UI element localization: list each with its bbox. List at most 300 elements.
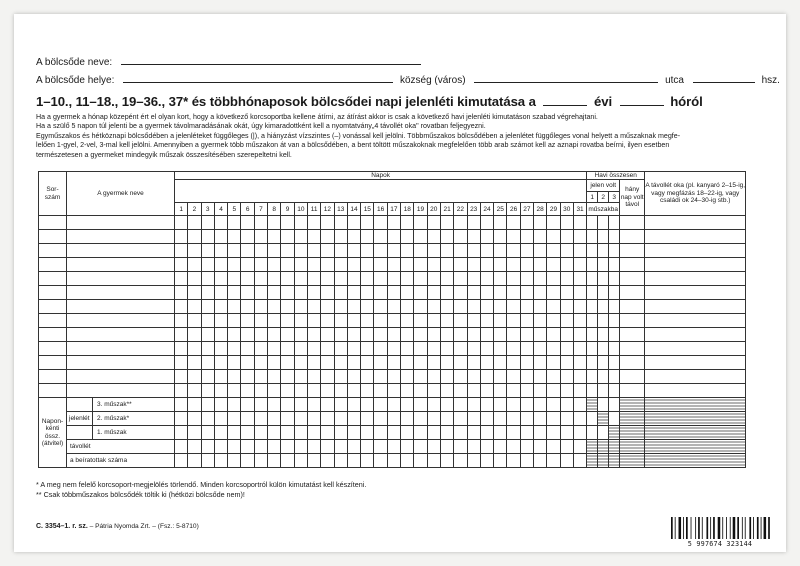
day-cell[interactable] bbox=[347, 370, 360, 384]
day-cell[interactable] bbox=[414, 314, 427, 328]
summary-day-cell[interactable] bbox=[241, 412, 254, 426]
summary-day-cell[interactable] bbox=[560, 398, 573, 412]
day-cell[interactable] bbox=[175, 314, 188, 328]
day-cell[interactable] bbox=[467, 216, 480, 230]
day-cell[interactable] bbox=[440, 244, 453, 258]
day-cell[interactable] bbox=[188, 356, 201, 370]
day-cell[interactable] bbox=[440, 300, 453, 314]
day-cell[interactable] bbox=[520, 384, 533, 398]
summary-day-cell[interactable] bbox=[520, 454, 533, 468]
day-cell[interactable] bbox=[534, 258, 547, 272]
day-cell[interactable] bbox=[387, 286, 400, 300]
summary-day-cell[interactable] bbox=[294, 426, 307, 440]
day-cell[interactable] bbox=[188, 300, 201, 314]
day-cell[interactable] bbox=[374, 286, 387, 300]
day-cell[interactable] bbox=[454, 342, 467, 356]
child-name-cell[interactable] bbox=[67, 342, 175, 356]
absence-reason-cell[interactable] bbox=[645, 370, 746, 384]
day-cell[interactable] bbox=[440, 230, 453, 244]
day-cell[interactable] bbox=[520, 328, 533, 342]
day-cell[interactable] bbox=[440, 272, 453, 286]
day-cell[interactable] bbox=[427, 314, 440, 328]
day-cell[interactable] bbox=[321, 384, 334, 398]
day-cell[interactable] bbox=[321, 300, 334, 314]
street-field[interactable] bbox=[474, 72, 658, 83]
day-cell[interactable] bbox=[494, 230, 507, 244]
day-cell[interactable] bbox=[454, 230, 467, 244]
shift-total-cell[interactable] bbox=[598, 216, 609, 230]
shift-total-cell[interactable] bbox=[598, 314, 609, 328]
day-cell[interactable] bbox=[454, 370, 467, 384]
summary-day-cell[interactable] bbox=[307, 440, 320, 454]
day-cell[interactable] bbox=[494, 216, 507, 230]
day-cell[interactable] bbox=[374, 258, 387, 272]
summary-shift-cell[interactable] bbox=[587, 412, 598, 426]
summary-day-cell[interactable] bbox=[387, 454, 400, 468]
day-cell[interactable] bbox=[347, 384, 360, 398]
day-cell[interactable] bbox=[573, 328, 586, 342]
summary-day-cell[interactable] bbox=[241, 398, 254, 412]
day-cell[interactable] bbox=[241, 328, 254, 342]
summary-day-cell[interactable] bbox=[347, 440, 360, 454]
day-cell[interactable] bbox=[201, 342, 214, 356]
summary-day-cell[interactable] bbox=[321, 412, 334, 426]
day-cell[interactable] bbox=[175, 258, 188, 272]
summary-day-cell[interactable] bbox=[427, 440, 440, 454]
day-cell[interactable] bbox=[321, 314, 334, 328]
absence-reason-cell[interactable] bbox=[645, 272, 746, 286]
summary-day-cell[interactable] bbox=[321, 454, 334, 468]
day-cell[interactable] bbox=[241, 272, 254, 286]
day-cell[interactable] bbox=[467, 286, 480, 300]
day-cell[interactable] bbox=[281, 314, 294, 328]
day-cell[interactable] bbox=[294, 216, 307, 230]
day-cell[interactable] bbox=[414, 258, 427, 272]
summary-day-cell[interactable] bbox=[560, 454, 573, 468]
day-cell[interactable] bbox=[427, 244, 440, 258]
day-cell[interactable] bbox=[440, 328, 453, 342]
day-cell[interactable] bbox=[374, 216, 387, 230]
summary-day-cell[interactable] bbox=[201, 412, 214, 426]
day-cell[interactable] bbox=[401, 342, 414, 356]
day-cell[interactable] bbox=[268, 356, 281, 370]
day-cell[interactable] bbox=[228, 314, 241, 328]
day-cell[interactable] bbox=[201, 314, 214, 328]
day-cell[interactable] bbox=[334, 244, 347, 258]
summary-day-cell[interactable] bbox=[321, 426, 334, 440]
day-cell[interactable] bbox=[454, 356, 467, 370]
summary-day-cell[interactable] bbox=[507, 454, 520, 468]
day-cell[interactable] bbox=[480, 328, 493, 342]
summary-day-cell[interactable] bbox=[214, 454, 227, 468]
summary-day-cell[interactable] bbox=[228, 426, 241, 440]
day-cell[interactable] bbox=[214, 384, 227, 398]
summary-day-cell[interactable] bbox=[374, 454, 387, 468]
day-cell[interactable] bbox=[228, 370, 241, 384]
day-cell[interactable] bbox=[281, 258, 294, 272]
summary-day-cell[interactable] bbox=[507, 398, 520, 412]
day-cell[interactable] bbox=[573, 384, 586, 398]
day-cell[interactable] bbox=[520, 370, 533, 384]
absent-total-cell[interactable] bbox=[620, 356, 645, 370]
day-cell[interactable] bbox=[281, 244, 294, 258]
serial-cell[interactable] bbox=[39, 356, 67, 370]
day-cell[interactable] bbox=[214, 216, 227, 230]
day-cell[interactable] bbox=[427, 258, 440, 272]
day-cell[interactable] bbox=[334, 314, 347, 328]
summary-day-cell[interactable] bbox=[547, 440, 560, 454]
day-cell[interactable] bbox=[281, 272, 294, 286]
day-cell[interactable] bbox=[188, 342, 201, 356]
day-cell[interactable] bbox=[268, 328, 281, 342]
day-cell[interactable] bbox=[214, 314, 227, 328]
day-cell[interactable] bbox=[294, 328, 307, 342]
summary-day-cell[interactable] bbox=[374, 398, 387, 412]
day-cell[interactable] bbox=[228, 244, 241, 258]
day-cell[interactable] bbox=[307, 328, 320, 342]
summary-day-cell[interactable] bbox=[387, 426, 400, 440]
summary-day-cell[interactable] bbox=[520, 426, 533, 440]
day-cell[interactable] bbox=[214, 230, 227, 244]
day-cell[interactable] bbox=[321, 328, 334, 342]
absent-total-cell[interactable] bbox=[620, 286, 645, 300]
day-cell[interactable] bbox=[307, 258, 320, 272]
day-cell[interactable] bbox=[534, 328, 547, 342]
summary-day-cell[interactable] bbox=[387, 440, 400, 454]
day-cell[interactable] bbox=[241, 384, 254, 398]
day-cell[interactable] bbox=[294, 244, 307, 258]
summary-day-cell[interactable] bbox=[228, 454, 241, 468]
shift-total-cell[interactable] bbox=[609, 272, 620, 286]
day-cell[interactable] bbox=[361, 370, 374, 384]
summary-shift-cell[interactable] bbox=[598, 398, 609, 412]
shift-total-cell[interactable] bbox=[609, 314, 620, 328]
day-cell[interactable] bbox=[520, 216, 533, 230]
shift-total-cell[interactable] bbox=[587, 356, 598, 370]
day-cell[interactable] bbox=[307, 300, 320, 314]
absent-total-cell[interactable] bbox=[620, 258, 645, 272]
day-cell[interactable] bbox=[254, 314, 267, 328]
day-cell[interactable] bbox=[374, 342, 387, 356]
day-cell[interactable] bbox=[560, 300, 573, 314]
day-cell[interactable] bbox=[387, 314, 400, 328]
day-cell[interactable] bbox=[334, 370, 347, 384]
day-cell[interactable] bbox=[387, 384, 400, 398]
summary-day-cell[interactable] bbox=[214, 440, 227, 454]
day-cell[interactable] bbox=[188, 216, 201, 230]
day-cell[interactable] bbox=[361, 258, 374, 272]
summary-day-cell[interactable] bbox=[281, 398, 294, 412]
day-cell[interactable] bbox=[427, 328, 440, 342]
shift-total-cell[interactable] bbox=[587, 286, 598, 300]
summary-day-cell[interactable] bbox=[294, 440, 307, 454]
day-cell[interactable] bbox=[494, 328, 507, 342]
summary-day-cell[interactable] bbox=[520, 412, 533, 426]
day-cell[interactable] bbox=[175, 286, 188, 300]
day-cell[interactable] bbox=[387, 342, 400, 356]
shift-total-cell[interactable] bbox=[609, 384, 620, 398]
summary-day-cell[interactable] bbox=[494, 426, 507, 440]
day-cell[interactable] bbox=[334, 328, 347, 342]
absent-total-cell[interactable] bbox=[620, 314, 645, 328]
day-cell[interactable] bbox=[573, 216, 586, 230]
day-cell[interactable] bbox=[560, 356, 573, 370]
day-cell[interactable] bbox=[214, 300, 227, 314]
day-cell[interactable] bbox=[321, 356, 334, 370]
day-cell[interactable] bbox=[188, 370, 201, 384]
summary-day-cell[interactable] bbox=[254, 454, 267, 468]
summary-day-cell[interactable] bbox=[228, 412, 241, 426]
summary-day-cell[interactable] bbox=[520, 440, 533, 454]
absence-reason-cell[interactable] bbox=[645, 300, 746, 314]
day-cell[interactable] bbox=[401, 272, 414, 286]
day-cell[interactable] bbox=[281, 216, 294, 230]
serial-cell[interactable] bbox=[39, 272, 67, 286]
absence-reason-cell[interactable] bbox=[645, 328, 746, 342]
day-cell[interactable] bbox=[334, 272, 347, 286]
summary-day-cell[interactable] bbox=[427, 398, 440, 412]
summary-day-cell[interactable] bbox=[268, 398, 281, 412]
shift-total-cell[interactable] bbox=[587, 272, 598, 286]
summary-day-cell[interactable] bbox=[440, 398, 453, 412]
summary-day-cell[interactable] bbox=[228, 440, 241, 454]
day-cell[interactable] bbox=[347, 342, 360, 356]
summary-day-cell[interactable] bbox=[440, 440, 453, 454]
day-cell[interactable] bbox=[480, 244, 493, 258]
summary-day-cell[interactable] bbox=[188, 454, 201, 468]
day-cell[interactable] bbox=[414, 384, 427, 398]
day-cell[interactable] bbox=[414, 328, 427, 342]
summary-day-cell[interactable] bbox=[401, 426, 414, 440]
day-cell[interactable] bbox=[573, 342, 586, 356]
shift-total-cell[interactable] bbox=[587, 300, 598, 314]
day-cell[interactable] bbox=[401, 230, 414, 244]
day-cell[interactable] bbox=[534, 230, 547, 244]
summary-day-cell[interactable] bbox=[188, 426, 201, 440]
day-cell[interactable] bbox=[547, 342, 560, 356]
day-cell[interactable] bbox=[281, 230, 294, 244]
shift-total-cell[interactable] bbox=[598, 286, 609, 300]
day-cell[interactable] bbox=[547, 328, 560, 342]
summary-day-cell[interactable] bbox=[268, 440, 281, 454]
day-cell[interactable] bbox=[347, 272, 360, 286]
day-cell[interactable] bbox=[507, 272, 520, 286]
day-cell[interactable] bbox=[334, 230, 347, 244]
day-cell[interactable] bbox=[480, 286, 493, 300]
day-cell[interactable] bbox=[254, 286, 267, 300]
summary-day-cell[interactable] bbox=[440, 454, 453, 468]
summary-day-cell[interactable] bbox=[214, 426, 227, 440]
summary-day-cell[interactable] bbox=[547, 398, 560, 412]
summary-day-cell[interactable] bbox=[467, 454, 480, 468]
summary-shift-cell[interactable] bbox=[598, 426, 609, 440]
shift-total-cell[interactable] bbox=[598, 356, 609, 370]
day-cell[interactable] bbox=[387, 300, 400, 314]
day-cell[interactable] bbox=[228, 286, 241, 300]
day-cell[interactable] bbox=[401, 216, 414, 230]
day-cell[interactable] bbox=[401, 328, 414, 342]
day-cell[interactable] bbox=[560, 230, 573, 244]
day-cell[interactable] bbox=[560, 314, 573, 328]
summary-day-cell[interactable] bbox=[494, 412, 507, 426]
day-cell[interactable] bbox=[281, 286, 294, 300]
summary-day-cell[interactable] bbox=[175, 440, 188, 454]
day-cell[interactable] bbox=[188, 314, 201, 328]
absent-total-cell[interactable] bbox=[620, 216, 645, 230]
day-cell[interactable] bbox=[241, 244, 254, 258]
summary-day-cell[interactable] bbox=[334, 454, 347, 468]
summary-day-cell[interactable] bbox=[507, 440, 520, 454]
day-cell[interactable] bbox=[440, 356, 453, 370]
summary-day-cell[interactable] bbox=[307, 398, 320, 412]
summary-day-cell[interactable] bbox=[480, 440, 493, 454]
day-cell[interactable] bbox=[494, 314, 507, 328]
summary-day-cell[interactable] bbox=[387, 398, 400, 412]
day-cell[interactable] bbox=[374, 356, 387, 370]
day-cell[interactable] bbox=[560, 244, 573, 258]
summary-day-cell[interactable] bbox=[188, 412, 201, 426]
day-cell[interactable] bbox=[480, 258, 493, 272]
day-cell[interactable] bbox=[573, 286, 586, 300]
day-cell[interactable] bbox=[188, 328, 201, 342]
day-cell[interactable] bbox=[427, 384, 440, 398]
serial-cell[interactable] bbox=[39, 244, 67, 258]
day-cell[interactable] bbox=[467, 230, 480, 244]
day-cell[interactable] bbox=[214, 356, 227, 370]
day-cell[interactable] bbox=[534, 216, 547, 230]
summary-day-cell[interactable] bbox=[241, 426, 254, 440]
day-cell[interactable] bbox=[374, 244, 387, 258]
shift-total-cell[interactable] bbox=[609, 356, 620, 370]
day-cell[interactable] bbox=[480, 314, 493, 328]
day-cell[interactable] bbox=[268, 230, 281, 244]
day-cell[interactable] bbox=[547, 384, 560, 398]
day-cell[interactable] bbox=[440, 370, 453, 384]
summary-day-cell[interactable] bbox=[374, 440, 387, 454]
summary-day-cell[interactable] bbox=[534, 440, 547, 454]
day-cell[interactable] bbox=[520, 286, 533, 300]
day-cell[interactable] bbox=[387, 244, 400, 258]
shift-total-cell[interactable] bbox=[609, 286, 620, 300]
absent-total-cell[interactable] bbox=[620, 384, 645, 398]
day-cell[interactable] bbox=[387, 258, 400, 272]
day-cell[interactable] bbox=[454, 300, 467, 314]
day-cell[interactable] bbox=[480, 370, 493, 384]
day-cell[interactable] bbox=[560, 286, 573, 300]
day-cell[interactable] bbox=[175, 342, 188, 356]
summary-day-cell[interactable] bbox=[347, 454, 360, 468]
day-cell[interactable] bbox=[294, 314, 307, 328]
day-cell[interactable] bbox=[480, 384, 493, 398]
child-name-cell[interactable] bbox=[67, 286, 175, 300]
day-cell[interactable] bbox=[401, 258, 414, 272]
day-cell[interactable] bbox=[268, 370, 281, 384]
day-cell[interactable] bbox=[573, 272, 586, 286]
day-cell[interactable] bbox=[175, 384, 188, 398]
day-cell[interactable] bbox=[534, 370, 547, 384]
shift-total-cell[interactable] bbox=[587, 244, 598, 258]
summary-day-cell[interactable] bbox=[175, 454, 188, 468]
day-cell[interactable] bbox=[560, 342, 573, 356]
day-cell[interactable] bbox=[494, 342, 507, 356]
summary-day-cell[interactable] bbox=[321, 398, 334, 412]
day-cell[interactable] bbox=[547, 286, 560, 300]
absent-total-cell[interactable] bbox=[620, 370, 645, 384]
day-cell[interactable] bbox=[427, 286, 440, 300]
day-cell[interactable] bbox=[480, 342, 493, 356]
day-cell[interactable] bbox=[494, 356, 507, 370]
summary-day-cell[interactable] bbox=[401, 412, 414, 426]
day-cell[interactable] bbox=[361, 342, 374, 356]
summary-day-cell[interactable] bbox=[361, 454, 374, 468]
day-cell[interactable] bbox=[254, 384, 267, 398]
serial-cell[interactable] bbox=[39, 258, 67, 272]
day-cell[interactable] bbox=[560, 258, 573, 272]
day-cell[interactable] bbox=[454, 272, 467, 286]
day-cell[interactable] bbox=[467, 342, 480, 356]
summary-day-cell[interactable] bbox=[573, 454, 586, 468]
summary-day-cell[interactable] bbox=[534, 412, 547, 426]
day-cell[interactable] bbox=[440, 314, 453, 328]
day-cell[interactable] bbox=[480, 230, 493, 244]
summary-day-cell[interactable] bbox=[534, 454, 547, 468]
summary-day-cell[interactable] bbox=[534, 398, 547, 412]
day-cell[interactable] bbox=[321, 244, 334, 258]
shift-total-cell[interactable] bbox=[598, 384, 609, 398]
absent-total-cell[interactable] bbox=[620, 230, 645, 244]
day-cell[interactable] bbox=[507, 286, 520, 300]
day-cell[interactable] bbox=[534, 342, 547, 356]
day-cell[interactable] bbox=[307, 356, 320, 370]
day-cell[interactable] bbox=[188, 286, 201, 300]
day-cell[interactable] bbox=[467, 244, 480, 258]
day-cell[interactable] bbox=[241, 230, 254, 244]
day-cell[interactable] bbox=[254, 356, 267, 370]
day-cell[interactable] bbox=[520, 342, 533, 356]
summary-day-cell[interactable] bbox=[467, 412, 480, 426]
day-cell[interactable] bbox=[573, 370, 586, 384]
summary-day-cell[interactable] bbox=[467, 426, 480, 440]
day-cell[interactable] bbox=[454, 328, 467, 342]
day-cell[interactable] bbox=[268, 342, 281, 356]
day-cell[interactable] bbox=[268, 314, 281, 328]
summary-day-cell[interactable] bbox=[307, 426, 320, 440]
day-cell[interactable] bbox=[228, 356, 241, 370]
day-cell[interactable] bbox=[467, 314, 480, 328]
child-name-cell[interactable] bbox=[67, 230, 175, 244]
summary-day-cell[interactable] bbox=[560, 426, 573, 440]
serial-cell[interactable] bbox=[39, 384, 67, 398]
day-cell[interactable] bbox=[414, 272, 427, 286]
shift-total-cell[interactable] bbox=[609, 216, 620, 230]
day-cell[interactable] bbox=[347, 328, 360, 342]
day-cell[interactable] bbox=[401, 356, 414, 370]
day-cell[interactable] bbox=[440, 342, 453, 356]
day-cell[interactable] bbox=[281, 300, 294, 314]
absence-reason-cell[interactable] bbox=[645, 384, 746, 398]
day-cell[interactable] bbox=[281, 384, 294, 398]
day-cell[interactable] bbox=[427, 272, 440, 286]
shift-total-cell[interactable] bbox=[587, 314, 598, 328]
day-cell[interactable] bbox=[401, 384, 414, 398]
day-cell[interactable] bbox=[520, 300, 533, 314]
day-cell[interactable] bbox=[387, 370, 400, 384]
day-cell[interactable] bbox=[188, 230, 201, 244]
day-cell[interactable] bbox=[201, 230, 214, 244]
shift-total-cell[interactable] bbox=[609, 370, 620, 384]
summary-day-cell[interactable] bbox=[454, 454, 467, 468]
day-cell[interactable] bbox=[520, 258, 533, 272]
